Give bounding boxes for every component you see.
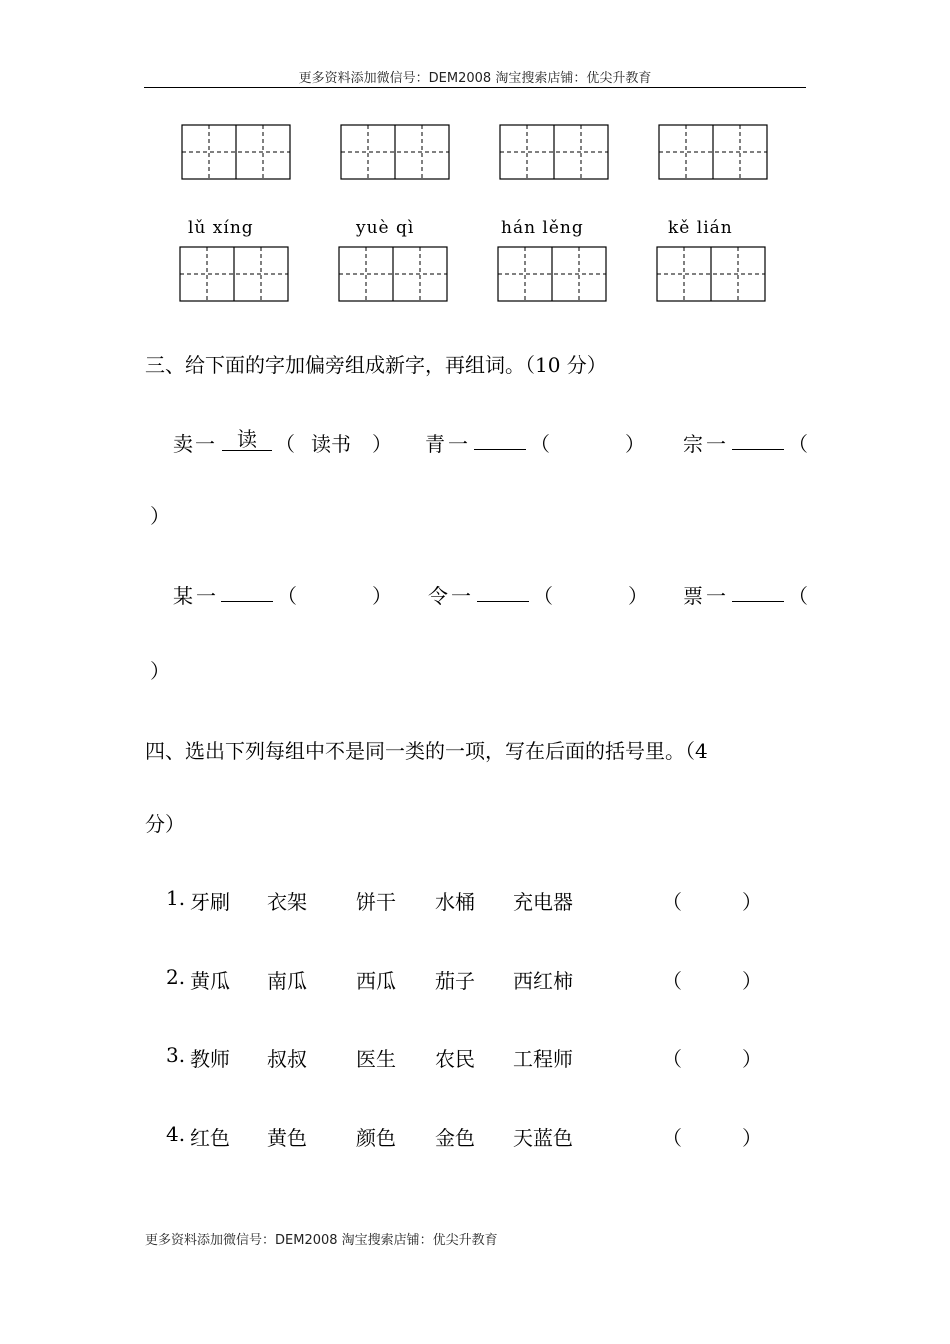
- option-word: 工程师: [513, 1047, 573, 1071]
- paren-open: （: [533, 584, 553, 608]
- dash: 一: [706, 432, 726, 456]
- writing-grid[interactable]: [656, 246, 764, 300]
- pinyin-label: yuè qì: [356, 218, 415, 238]
- answer-field[interactable]: [688, 1118, 738, 1148]
- pinyin-label: hán lěng: [501, 218, 584, 238]
- paren-close-wrap: ）: [150, 659, 170, 683]
- example-word: 读书: [311, 432, 351, 456]
- page-header: 更多资料添加微信号：DEM2008 淘宝搜索店铺：优尖升教育: [298, 71, 652, 86]
- answer-paren-open: （: [662, 1126, 682, 1150]
- dash: 一: [448, 432, 468, 456]
- answer-blank[interactable]: [732, 579, 784, 602]
- answer-field[interactable]: [688, 882, 738, 912]
- dash: 一: [451, 584, 471, 608]
- page-footer: 更多资料添加微信号：DEM2008 淘宝搜索店铺：优尖升教育: [145, 1233, 498, 1248]
- base-char: 令: [428, 584, 448, 608]
- example-paren-open: （: [275, 432, 295, 456]
- option-word: 天蓝色: [513, 1126, 573, 1150]
- answer-field[interactable]: [688, 961, 738, 991]
- answer-paren-close: ）: [742, 890, 762, 914]
- example-dash: 一: [195, 432, 215, 456]
- writing-grid[interactable]: [181, 124, 289, 178]
- header-rule: [144, 87, 806, 88]
- base-char: 某: [173, 584, 193, 608]
- paren-open: （: [788, 432, 808, 456]
- pinyin-label: kě lián: [668, 218, 733, 238]
- writing-grid[interactable]: [340, 124, 448, 178]
- writing-grid[interactable]: [497, 246, 605, 300]
- example-paren-close: ）: [372, 432, 392, 456]
- option-word: 医生: [356, 1047, 396, 1071]
- answer-paren-close: ）: [742, 1126, 762, 1150]
- option-word: 衣架: [267, 890, 307, 914]
- paren-open: （: [277, 584, 297, 608]
- answer-blank[interactable]: [221, 579, 273, 602]
- base-char: 票: [683, 584, 703, 608]
- row-number: 4.: [166, 1122, 186, 1146]
- answer-blank[interactable]: [732, 427, 784, 450]
- option-word: 颜色: [356, 1126, 396, 1150]
- option-word: 西瓜: [356, 969, 396, 993]
- section4-title-cont: 分）: [145, 812, 185, 836]
- answer-blank[interactable]: [474, 427, 526, 450]
- example-answer: 读: [222, 428, 272, 451]
- row-number: 2.: [166, 965, 186, 989]
- option-word: 西红柿: [513, 969, 573, 993]
- answer-blank[interactable]: [477, 579, 529, 602]
- option-word: 红色: [190, 1126, 230, 1150]
- section3-title: 三、给下面的字加偏旁组成新字，再组词。（10 分）: [145, 353, 607, 377]
- pinyin-label: lǔ xíng: [188, 218, 254, 238]
- option-word: 水桶: [435, 890, 475, 914]
- dash: 一: [706, 584, 726, 608]
- option-word: 教师: [190, 1047, 230, 1071]
- option-word: 黄色: [267, 1126, 307, 1150]
- answer-paren-open: （: [662, 1047, 682, 1071]
- row-number: 3.: [166, 1043, 186, 1067]
- dash: 一: [196, 584, 216, 608]
- answer-paren-open: （: [662, 890, 682, 914]
- writing-grid[interactable]: [179, 246, 287, 300]
- option-word: 金色: [435, 1126, 475, 1150]
- option-word: 饼干: [356, 890, 396, 914]
- answer-paren-close: ）: [742, 969, 762, 993]
- option-word: 黄瓜: [190, 969, 230, 993]
- option-word: 充电器: [513, 890, 573, 914]
- paren-open: （: [530, 432, 550, 456]
- base-char: 青: [425, 432, 445, 456]
- option-word: 茄子: [435, 969, 475, 993]
- base-char: 宗: [683, 432, 703, 456]
- paren-close-wrap: ）: [150, 504, 170, 528]
- paren-open: （: [788, 584, 808, 608]
- answer-paren-open: （: [662, 969, 682, 993]
- option-word: 南瓜: [267, 969, 307, 993]
- paren-close: ）: [372, 584, 392, 608]
- option-word: 农民: [435, 1047, 475, 1071]
- paren-close: ）: [628, 584, 648, 608]
- writing-grid[interactable]: [499, 124, 607, 178]
- writing-grid[interactable]: [658, 124, 766, 178]
- option-word: 牙刷: [190, 890, 230, 914]
- answer-field[interactable]: [688, 1039, 738, 1069]
- writing-grid[interactable]: [338, 246, 446, 300]
- example-char: 卖: [173, 432, 193, 456]
- option-word: 叔叔: [267, 1047, 307, 1071]
- row-number: 1.: [166, 886, 186, 910]
- section4-title: 四、选出下列每组中不是同一类的一项，写在后面的括号里。（4: [145, 739, 708, 763]
- answer-paren-close: ）: [742, 1047, 762, 1071]
- paren-close: ）: [625, 432, 645, 456]
